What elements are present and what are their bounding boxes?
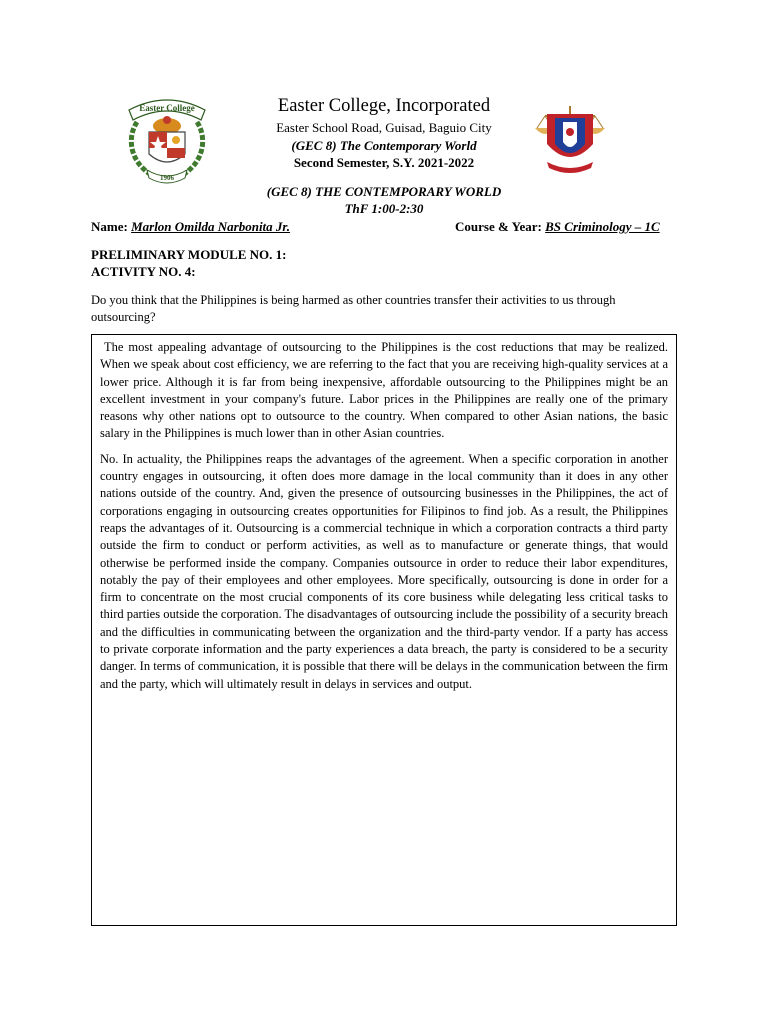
institution-address: Easter School Road, Guisad, Baguio City (276, 120, 492, 135)
course-code: (GEC 8) (291, 138, 337, 153)
seal-year-text: 1906 (160, 174, 174, 182)
course-year-label: Course & Year: (455, 219, 542, 234)
answer-paragraph-2: No. In actuality, the Philippines reaps the advantages of the agreement. When a specific corporation in another country engages in outsourcing, it often does more damage in the local community than it does in any other nations outside of the country. And, given the presence of outsourcing businesses in the Philippines, the act of corporations engaging in outsourcing creates opportunities for Filipinos to find job. As a result, the Philippines reaps the advantages of it. Outsourcing is a commercial technique in which a corporation contracts a third party outside the firm to conduct or perform activities, as well as to manufacture or generate things, that would otherwise be performed inside the company. Companies outsource in order to reduce their labor expenditures, notably the pay of their employees and other employees. More specifically, outsourcing is done in order for a firm to concentrate on the most crucial components of its core business while delegating less critical tasks to third parties outside the corporation. The disadvantages of outsourcing include the possibility of a security breach and the difficulties in communicating between the organization and the third-party vendor. If a party has access to private corporate information and the party experiences a data breach, the party is considered to be a security danger. In terms of communication, it is possible that there will be delays in the communication between the firm and the party, which will ultimately result in delays in services and output. (100, 451, 668, 691)
answer-paragraph-1: The most appealing advantage of outsourcing to the Philippines is the cost reductions that may be realized. When we speak about cost efficiency, we are referring to the fact that you are receiving high-quality services at a lower price. Although it is far from being inexpensive, affordable outsourcing to the Philippines might be an excellent investment in your company's future. Labor prices in the Philippines are really one of the primary reasons why other nations opt to outsource to the country. When compared to other Asian nations, the basic salary in the Philippines is much lower than in other Asian countries. (100, 340, 668, 441)
schedule-line: ThF 1:00-2:30 (344, 201, 424, 216)
course-name: The Contemporary World (339, 138, 477, 153)
seal-top-text: Easter College (139, 103, 195, 113)
answer-box (91, 334, 677, 926)
name-label: Name: (91, 219, 128, 234)
course-line (200, 137, 568, 154)
student-name-line (91, 218, 290, 235)
institution-title: Easter College, Incorporated (277, 96, 491, 116)
course-heading: (GEC 8) THE CONTEMPORARY WORLD (266, 184, 502, 199)
question-text: Do you think that the Philippines is being harmed as other countries transfer their activities to us through outsourcing? (91, 293, 616, 324)
course-year-line (455, 218, 660, 235)
easter-college-seal-icon (123, 92, 211, 186)
semester-line: Second Semester, S.Y. 2021-2022 (293, 155, 475, 170)
activity-title: ACTIVITY NO. 4: (91, 264, 196, 279)
course-year-value: BS Criminology – 1C (545, 219, 660, 234)
student-name-value: Marlon Omilda Narbonita Jr. (131, 219, 291, 234)
module-title: PRELIMINARY MODULE NO. 1: (91, 247, 287, 262)
